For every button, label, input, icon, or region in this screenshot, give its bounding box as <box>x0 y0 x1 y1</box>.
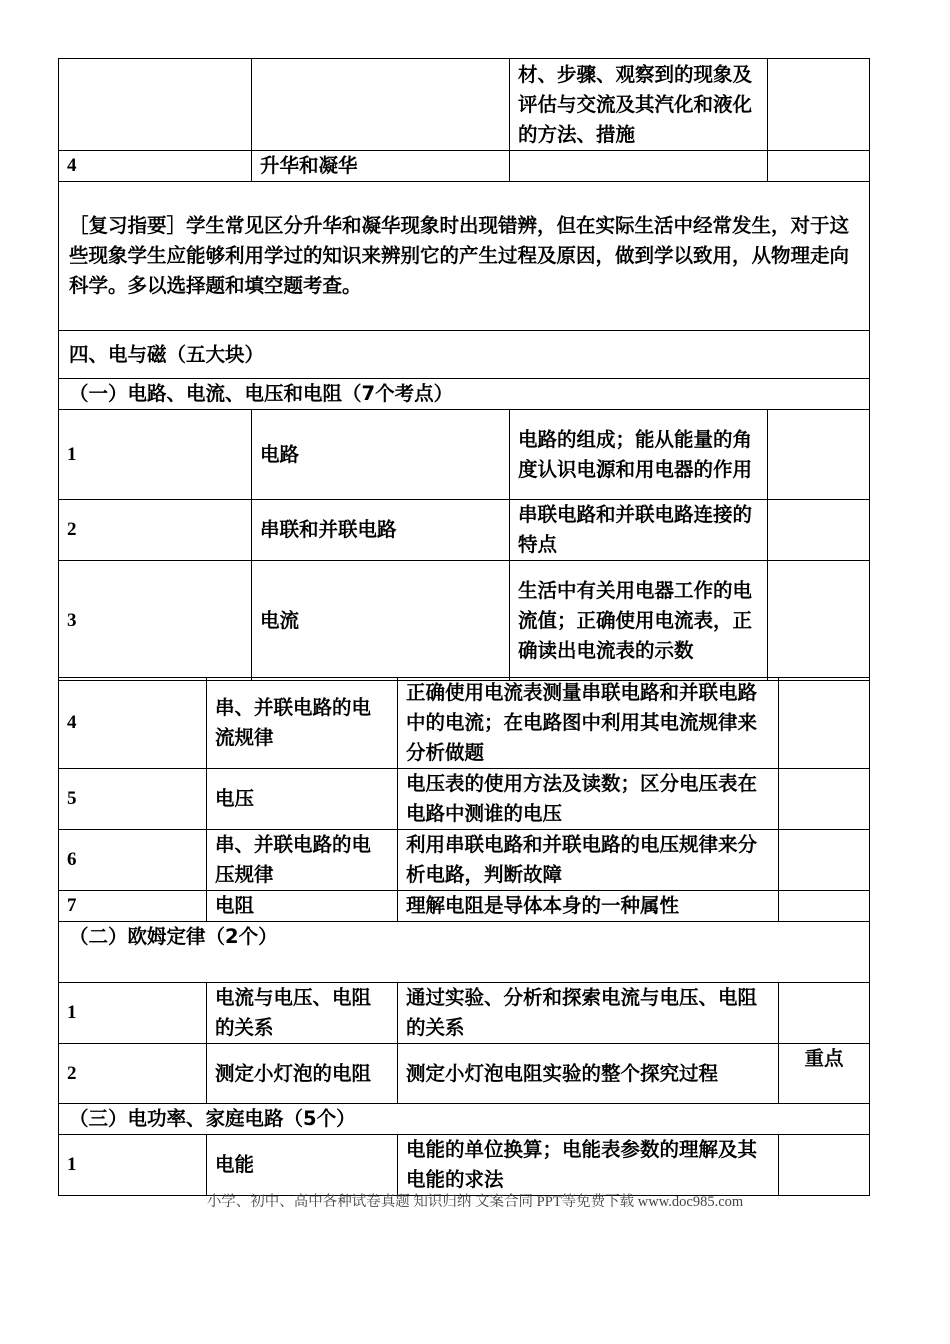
subsection-heading: （一）电路、电流、电压和电阻（7个考点） <box>59 379 870 410</box>
topic-cell: 升华和凝华 <box>252 151 510 182</box>
table-row <box>59 830 870 891</box>
requirement-cell: 通过实验、分析和探索电流与电压、电阻的关系 <box>398 983 779 1044</box>
cell-empty <box>779 678 870 769</box>
requirement-cell: 利用串联电路和并联电路的电压规律来分析电路，判断故障 <box>398 830 779 891</box>
cell-empty <box>768 500 870 561</box>
page-footer: 小学、初中、高中各种试卷真题 知识归纳 文案合同 PPT等免费下载 www.doc985.com <box>206 1194 744 1210</box>
cell-empty <box>779 891 870 922</box>
row-number: 6 <box>59 830 207 891</box>
table-row <box>59 500 870 561</box>
topic-cell: 串联和并联电路 <box>252 500 510 561</box>
cell-empty <box>252 59 510 151</box>
table-row <box>59 769 870 830</box>
row-number: 1 <box>59 1135 207 1196</box>
requirement-cell: 电压表的使用方法及读数；区分电压表在电路中测谁的电压 <box>398 769 779 830</box>
row-number: 2 <box>59 1044 207 1104</box>
row-number: 4 <box>59 678 207 769</box>
cell-empty <box>768 561 870 681</box>
table-row <box>59 151 870 182</box>
topic-cell: 串、并联电路的电压规律 <box>207 830 398 891</box>
topic-cell: 电压 <box>207 769 398 830</box>
topic-cell: 测定小灯泡的电阻 <box>207 1044 398 1104</box>
subsection-row <box>59 379 870 410</box>
table-row <box>59 561 870 681</box>
row-number: 2 <box>59 500 252 561</box>
topic-cell: 电路 <box>252 410 510 500</box>
row-number: 4 <box>59 151 252 182</box>
requirement-cell: 电路的组成；能从能量的角度认识电源和用电器的作用 <box>510 410 768 500</box>
table-row <box>59 59 870 151</box>
subsection-heading: （二）欧姆定律（2个） <box>59 922 870 983</box>
requirement-cell: 生活中有关用电器工作的电流值；正确使用电流表，正确读出电流表的示数 <box>510 561 768 681</box>
cell-empty <box>768 59 870 151</box>
requirement-cell: 串联电路和并联电路连接的特点 <box>510 500 768 561</box>
subsection-heading: （三）电功率、家庭电路（5个） <box>59 1104 870 1135</box>
table-row <box>59 410 870 500</box>
table-row <box>59 678 870 769</box>
topic-cell: 电能 <box>207 1135 398 1196</box>
table-row <box>59 891 870 922</box>
requirement-cell: 电能的单位换算；电能表参数的理解及其电能的求法 <box>398 1135 779 1196</box>
topic-cell: 串、并联电路的电流规律 <box>207 678 398 769</box>
cell-empty <box>779 769 870 830</box>
cell-empty <box>779 830 870 891</box>
topic-cell: 电流 <box>252 561 510 681</box>
table-row <box>59 1135 870 1196</box>
table-row <box>59 1044 870 1104</box>
requirement-cell: 理解电阻是导体本身的一种属性 <box>398 891 779 922</box>
requirement-cell: 测定小灯泡电阻实验的整个探究过程 <box>398 1044 779 1104</box>
section-row <box>59 331 870 379</box>
row-number: 7 <box>59 891 207 922</box>
cell-empty <box>59 59 252 151</box>
subsection-row <box>59 1104 870 1135</box>
exam-points-table-lower <box>58 677 870 1196</box>
topic-cell: 电流与电压、电阻的关系 <box>207 983 398 1044</box>
key-point-badge: 重点 <box>779 1044 870 1104</box>
requirement-cell: 材、步骤、观察到的现象及评估与交流及其汽化和液化的方法、措施 <box>510 59 768 151</box>
section-heading: 四、电与磁（五大块） <box>59 331 870 379</box>
requirement-cell: 正确使用电流表测量串联电路和并联电路中的电流；在电路图中利用其电流规律来分析做题 <box>398 678 779 769</box>
row-number: 3 <box>59 561 252 681</box>
cell-empty <box>768 151 870 182</box>
topic-cell: 电阻 <box>207 891 398 922</box>
row-number: 1 <box>59 983 207 1044</box>
row-number: 1 <box>59 410 252 500</box>
review-guide-text: ［复习指要］学生常见区分升华和凝华现象时出现错辨，但在实际生活中经常发生，对于这些现象学生应能够利用学过的知识来辨别它的产生过程及原因，做到学以致用，从物理走向科学。多以选择题和填空题考查。 <box>59 182 870 331</box>
cell-empty <box>779 1135 870 1196</box>
subsection-row <box>59 922 870 983</box>
review-guide-row <box>59 182 870 331</box>
cell-empty <box>768 410 870 500</box>
note-cell <box>779 983 870 1044</box>
cell-empty <box>510 151 768 182</box>
table-row <box>59 983 870 1044</box>
exam-points-table-upper <box>58 58 870 681</box>
row-number: 5 <box>59 769 207 830</box>
